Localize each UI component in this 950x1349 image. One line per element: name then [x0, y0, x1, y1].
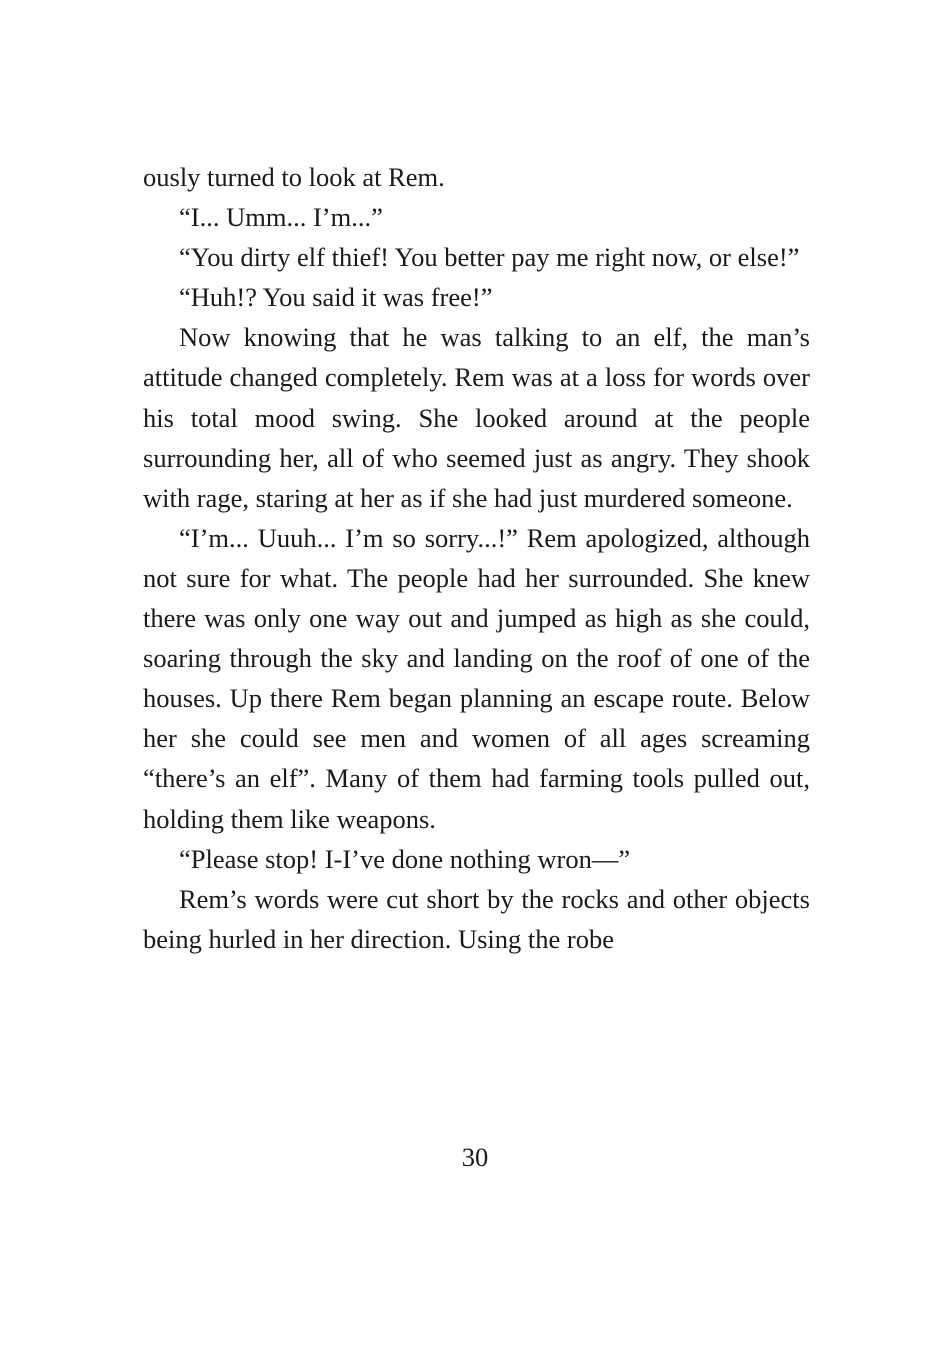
paragraph: “I’m... Uuuh... I’m so sorry...!” Rem apologized, although not sure for what. The people had her surrounded. She knew there was only one way out and jumped as high as she could, soaring through the sky and landing on the roof of one of the houses. Up there Rem began planning an escape route. Below her she could see men and women of all ages screaming “there’s an elf”. Many of them had farming tools pulled out, holding them like weapons. [143, 522, 810, 834]
paragraph: Rem’s words were cut short by the rocks and other objects being hurled in her direction. Using the robe [143, 883, 810, 954]
paragraph: “I... Umm... I’m...” [179, 202, 383, 233]
paragraph: Now knowing that he was talking to an elf, the man’s attitude changed completely. Rem was at a loss for words over his total mood swing. She looked around at the people surrounding her, all of who seemed just as angry. They shook with rage, staring at her as if she had just murdered someone. [143, 322, 810, 513]
paragraph: “You dirty elf thief! You better pay me right now, or else!” [179, 242, 800, 273]
paragraph: “Please stop! I-I’ve done nothing wron—” [179, 843, 631, 874]
paragraph: “Huh!? You said it was free!” [179, 282, 493, 313]
body-text [143, 157, 810, 959]
paragraph: ously turned to look at Rem. [143, 162, 445, 192]
page-number: 30 [461, 1142, 489, 1172]
